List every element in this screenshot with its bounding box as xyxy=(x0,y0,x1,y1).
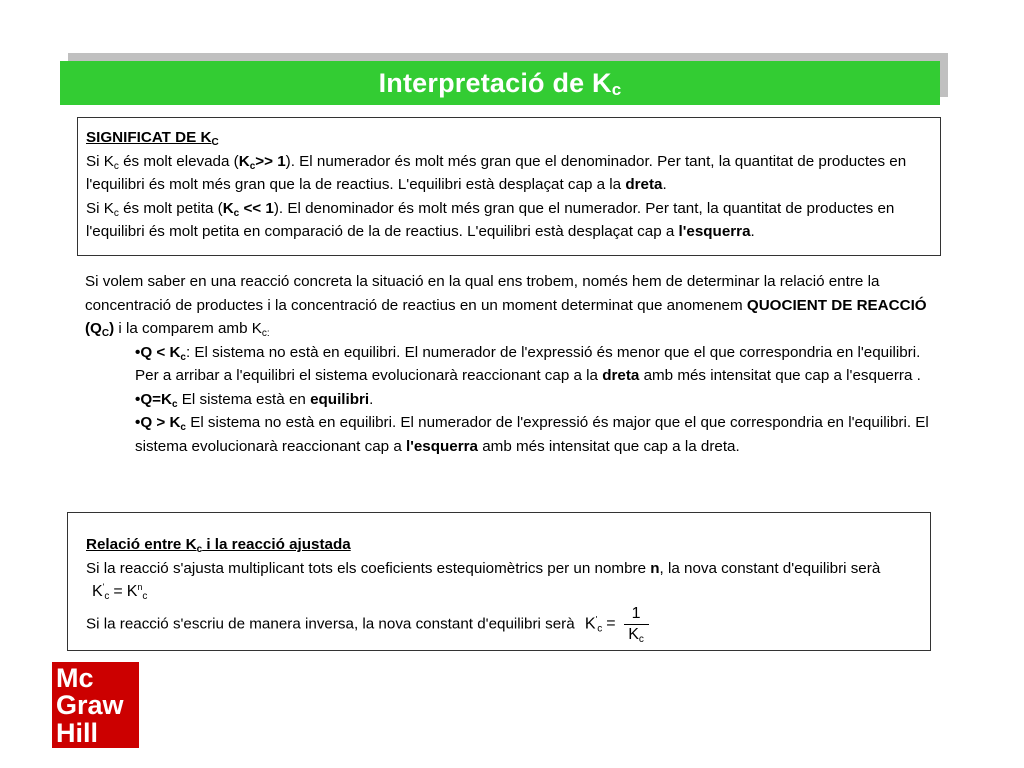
bullet-q-equal: $•Q=K_c$ El sistema està en equilibri. xyxy=(135,390,374,410)
relacio-line-multiply: Si la reacció s'ajusta multiplicant tots els coeficients estequiomètrics per un nombre n, la nova constant d'equilibri serà $K'_c = K^n_c$ xyxy=(86,559,881,603)
bullet-q-greater: •Q > $K_c$ El sistema no està en equilibri. El numerador de l'expressió és major que el que correspondria en l'equilibri. El sistema evolucionarà reaccionant cap a l'esquerra amb més intensitat que cap a la dreta. xyxy=(135,414,929,455)
significat-paragraph-high: Si $K_c$ és molt elevada $(K_c>> 1)$. El numerador és molt més gran que el denominador. Per tant, la quantitat de productes en l'equilibri és molt més gran que la de reactius. L'equilibri està desplaçat cap a la dreta. xyxy=(86,152,907,193)
bullet-q-less: •Q < $K_c$: El sistema no està en equilibri. El numerador de l'expressió és menor que el que correspondria en l'equilibri. Per a arribar a l'equilibri el sistema evolucionarà reaccionant cap a la dreta amb més intensitat que cap a l'esquerra . xyxy=(135,343,921,384)
logo-line-2: Graw xyxy=(56,690,124,720)
formula-kc-inverse: $K'_c$ = $\frac{1}{K_c}$ xyxy=(585,604,649,645)
formula-kc-power-n: $K'_c = K^n_c$ xyxy=(92,582,148,603)
relacio-box xyxy=(67,512,931,651)
logo-line-1: Mc xyxy=(56,663,94,693)
relacio-line-inverse: Si la reacció s'escriu de manera inversa, la nova constant d'equilibri serà $K'_c$ = $\frac{1}{K_c}$ xyxy=(86,604,924,645)
significat-heading: SIGNIFICAT DE $K_C$ xyxy=(86,129,219,148)
significat-paragraph-low: Si $K_c$ és molt petita $(K_c << 1)$. El denominador és molt més gran que el numerador. Per tant, la quantitat de productes en l'equilibri és molt petita en comparació de la de reactius. L'equilibri està desplaçat cap a l'esquerra. xyxy=(86,199,895,240)
quotient-intro: Si volem saber en una reacció concreta la situació en la qual ens trobem, només hem de determinar la relació entre la concentració de productes i la concentració de reactius en un moment determinat que anomenem QUOCIENT DE REACCIÓ $(Q_C)$ i la comparem amb $K_{c:}$ xyxy=(85,273,927,339)
quotient-section xyxy=(85,270,945,458)
significat-box xyxy=(77,117,941,256)
relacio-heading: Relació entre $K_c$ i la reacció ajustada xyxy=(86,536,351,555)
mcgraw-hill-logo xyxy=(52,662,139,748)
slide-title: Interpretació de $K_c$ xyxy=(378,67,622,99)
logo-line-3: Hill xyxy=(56,718,99,748)
title-bar xyxy=(60,61,940,105)
